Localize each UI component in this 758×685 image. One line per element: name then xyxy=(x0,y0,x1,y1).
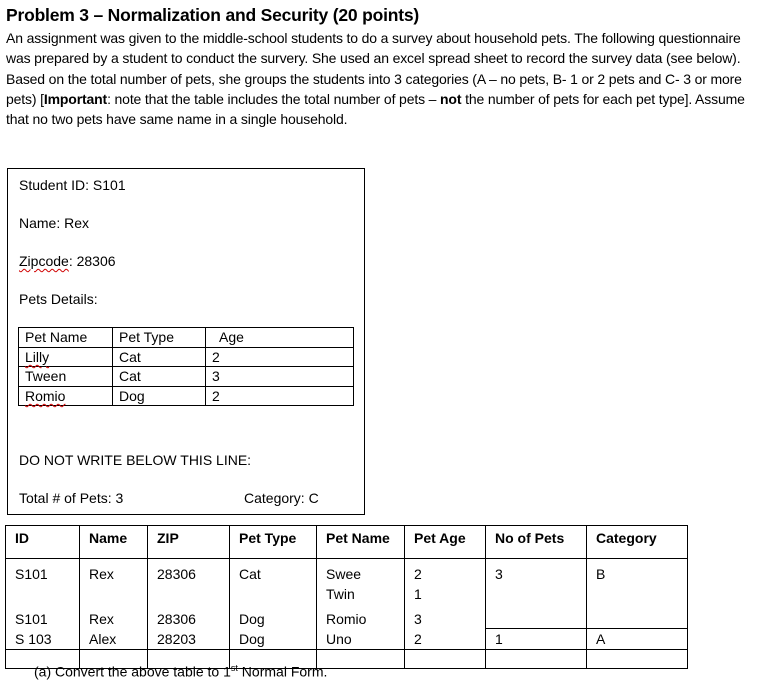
cell-id: S101 xyxy=(6,609,80,629)
header-cell-id: ID xyxy=(6,526,80,559)
cell-pet-age xyxy=(405,559,486,609)
intro-part3: the number of pets for each pet type]. Assume that no two pets have same name in a single household. xyxy=(6,90,745,128)
name-line: Name: Rex xyxy=(19,215,90,231)
pet-type-cell: Cat xyxy=(113,347,206,367)
category-line: Category: C xyxy=(244,490,319,506)
header-cell-pet-age: Pet Age xyxy=(405,526,486,559)
table-row xyxy=(6,629,688,650)
header-cell-category: Category xyxy=(587,526,688,559)
cell-no-of-pets: 1 xyxy=(486,629,587,650)
cell-name: Alex xyxy=(80,629,148,650)
survey-data-table xyxy=(5,525,688,669)
cell-pet-name: Uno xyxy=(317,629,405,650)
pet-name-line: Swee xyxy=(326,566,362,582)
cell-pet-name xyxy=(317,559,405,609)
pet-type-cell: Cat xyxy=(113,367,206,387)
pets-table-row xyxy=(19,347,354,367)
important-label: Important xyxy=(43,90,108,107)
pets-header-cell: Pet Name xyxy=(19,328,113,348)
total-pets-line: Total # of Pets: 3 xyxy=(19,490,124,506)
pets-table-row xyxy=(19,386,354,406)
cell-zip: 28203 xyxy=(148,629,230,650)
pet-type-cell: Dog xyxy=(113,386,206,406)
pet-age-cell: 3 xyxy=(206,367,354,387)
intro-part1: An assignment was given to the middle-school students to do a survey about household pets. The following questionnaire was prepared by a student to conduct the survery. She used an excel spread sheet to record the survey data (see below). Based on the total number of pets, she groups the students into 3 categories (A – no pets, B- 1 or 2 pets and C- 3 or more pets) [ xyxy=(6,30,742,107)
zipcode-value: : 28306 xyxy=(68,253,116,269)
zipcode-label: Zipcode xyxy=(19,253,69,269)
cell-no-of-pets: 3 xyxy=(486,559,587,629)
intro-part2: : note that the table includes the total number of pets – xyxy=(107,90,441,107)
cell-zip: 28306 xyxy=(148,609,230,629)
header-cell-name: Name xyxy=(80,526,148,559)
cell-id: S 103 xyxy=(6,629,80,650)
pet-name-cell: Tween xyxy=(19,367,113,387)
header-cell-no-of-pets: No of Pets xyxy=(486,526,587,559)
cell-name: Rex xyxy=(80,609,148,629)
pets-table-row xyxy=(19,367,354,387)
cell-pet-type: Dog xyxy=(230,629,317,650)
cell-pet-type: Cat xyxy=(230,559,317,609)
question-a: (a) Convert the above table to 1st Normal Form. xyxy=(34,663,328,680)
cell-zip: 28306 xyxy=(148,559,230,609)
cell-category: A xyxy=(587,629,688,650)
cell-pet-age: 2 xyxy=(405,629,486,650)
pet-name-cell: Romio xyxy=(19,386,113,406)
header-cell-pet-type: Pet Type xyxy=(230,526,317,559)
cell-category: B xyxy=(587,559,688,629)
pet-age-cell: 2 xyxy=(206,386,354,406)
pet-name-cell: Lilly xyxy=(19,347,113,367)
student-id-line: Student ID: S101 xyxy=(19,177,126,193)
cell-pet-name: Romio xyxy=(317,609,405,629)
header-cell-pet-name: Pet Name xyxy=(317,526,405,559)
do-not-write-line: DO NOT WRITE BELOW THIS LINE: xyxy=(19,452,252,468)
cell-name: Rex xyxy=(80,559,148,609)
cell-id: S101 xyxy=(6,559,80,609)
problem-description xyxy=(6,28,754,129)
table-row xyxy=(6,559,688,609)
pet-name-line: Twin xyxy=(326,586,355,602)
problem-title: Problem 3 – Normalization and Security (20 points) xyxy=(6,5,420,25)
survey-header-row xyxy=(6,526,688,559)
pets-details-table xyxy=(18,327,354,406)
pets-table-header-row xyxy=(19,328,354,348)
pet-age-line: 2 xyxy=(414,566,422,582)
cell-pet-type: Dog xyxy=(230,609,317,629)
pets-details-label: Pets Details: xyxy=(19,291,98,307)
header-cell-zip: ZIP xyxy=(148,526,230,559)
not-word: not xyxy=(440,90,462,107)
pets-header-cell: Pet Type xyxy=(113,328,206,348)
pets-header-cell: Age xyxy=(206,328,354,348)
zipcode-line xyxy=(19,253,116,269)
pet-age-line: 1 xyxy=(414,586,422,602)
pet-age-cell: 2 xyxy=(206,347,354,367)
questionnaire-form xyxy=(7,168,365,515)
cell-pet-age: 3 xyxy=(405,609,486,629)
